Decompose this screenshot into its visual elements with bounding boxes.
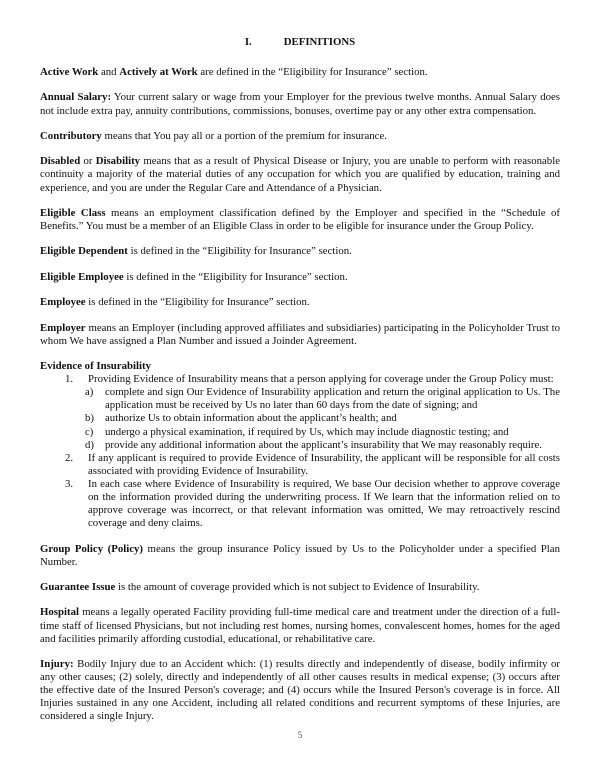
text-run: is the amount of coverage provided which is not subject to Evidence of Insurability. xyxy=(115,581,480,594)
defined-term: Evidence of Insurability xyxy=(40,360,151,373)
list-item-text xyxy=(105,439,560,452)
defined-term: Guarantee Issue xyxy=(40,581,116,594)
list-item-text xyxy=(88,452,560,478)
definition-paragraph xyxy=(40,543,560,569)
definition-paragraph xyxy=(40,606,560,645)
defined-term: Active Work xyxy=(40,66,99,79)
defined-term: Employee xyxy=(40,296,86,309)
defined-term: Annual Salary: xyxy=(40,91,112,104)
definition-paragraph xyxy=(40,581,560,594)
defined-term: Disability xyxy=(95,155,141,168)
text-run: means a legally operated Facility providing full-time medical care and treatment under the direction of a full-time staff of licensed Physicians, but not including rest homes, nursing homes, convalescent homes, homes for the aged and facilities primarily affording custodial, educational, or rehabilitative care. xyxy=(40,606,560,645)
text-run: means that as a result of Physical Disease or Injury, you are unable to perform with reasonable continuity a majority of the material duties of any occupation for which you are qualified by education, training and experience, and you are under the Regular Care and Attendance of a Physician. xyxy=(40,155,560,194)
text-run: are defined in the “Eligibility for Insurance” section. xyxy=(197,66,428,79)
list-marker: 1. xyxy=(65,373,74,386)
list-marker: 2. xyxy=(65,451,74,464)
text-run: provide any additional information about the applicant’s insurability that We may reasonably require. xyxy=(105,438,542,451)
text-run: and xyxy=(98,66,120,79)
definition-paragraph xyxy=(40,658,560,723)
section-title-text: DEFINITIONS xyxy=(283,36,356,48)
text-run: is defined in the “Eligibility for Insurance” section. xyxy=(127,245,352,258)
definition-paragraph xyxy=(40,271,560,284)
text-run: is defined in the “Eligibility for Insurance” section. xyxy=(123,270,348,283)
defined-term: Eligible Dependent xyxy=(40,245,128,258)
defined-term: Employer xyxy=(40,321,86,334)
text-run: Providing Evidence of Insurability means that a person applying for coverage under the Group Policy must: xyxy=(88,373,554,386)
list-marker: 3. xyxy=(65,477,74,490)
lettered-list-item xyxy=(40,386,560,412)
defined-term: Contributory xyxy=(40,129,102,142)
list-marker: c) xyxy=(85,425,94,438)
text-run: If any applicant is required to provide Evidence of Insurability, the applicant will be responsible for all costs associated with providing Evidence of Insurability. xyxy=(88,451,560,477)
text-run: means an Employer (including approved affiliates and subsidiaries) participating in the Policyholder Trust to whom We have assigned a Plan Number and issued a Joinder Agreement. xyxy=(40,321,560,347)
defined-term: Group Policy (Policy) xyxy=(40,542,144,555)
text-run: In each case where Evidence of Insurability is required, We base Our decision whether to approve coverage on the information provided during the underwriting process. If We learn that the information relied on to approve coverage was incorrect, or that relevant information was omitted, We may retroactively rescind coverage and deny claims. xyxy=(88,477,560,530)
numbered-list-item xyxy=(40,373,560,386)
definition-paragraph xyxy=(40,207,560,233)
text-run: Your current salary or wage from your Employer for the previous twelve months. Annual Salary does not include extra pay, annuity contributions, commissions, bonuses, overtime pay or any other extra compensation. xyxy=(40,91,560,117)
defined-term: Hospital xyxy=(40,606,79,619)
text-run: undergo a physical examination, if required by Us, which may include diagnostic testing; and xyxy=(105,425,509,438)
defined-term: Disabled xyxy=(40,155,81,168)
text-run: means the group insurance Policy issued by Us to the Policyholder under a specified Plan Number. xyxy=(40,542,560,568)
text-run: means an employment classification defined by the Employer and specified in the “Schedule of Benefits.” You must be a member of an Eligible Class in order to be eligible for insurance under the Group Policy. xyxy=(40,206,560,233)
defined-term: Actively at Work xyxy=(119,66,198,79)
document-body xyxy=(40,66,560,723)
definition-paragraph xyxy=(40,296,560,309)
list-marker: b) xyxy=(85,412,94,425)
defined-term: Injury: xyxy=(40,658,74,671)
definition-paragraph xyxy=(40,66,560,79)
text-run: or xyxy=(80,155,96,168)
lettered-list-item xyxy=(40,426,560,439)
definitions-subheading xyxy=(40,360,560,373)
list-marker: d) xyxy=(85,438,94,451)
defined-term: Eligible Employee xyxy=(40,270,124,283)
definition-paragraph xyxy=(40,130,560,143)
list-item-text xyxy=(105,412,560,425)
page-title xyxy=(40,36,560,49)
list-item-text xyxy=(88,478,560,530)
numbered-list-item xyxy=(40,478,560,530)
text-run: complete and sign Our Evidence of Insurability application and return the original application to Us. The application must be received by Us no later than 60 days from the date of signing; and xyxy=(105,386,560,412)
text-run: authorize Us to obtain information about the applicant’s health; and xyxy=(105,412,397,425)
definition-paragraph xyxy=(40,245,560,258)
list-item-text xyxy=(88,373,560,386)
list-item-text xyxy=(105,426,560,439)
numbered-list-item xyxy=(40,452,560,478)
text-run: Bodily Injury due to an Accident which: (1) results directly and independently of disease, bodily infirmity or any other causes; (2) solely, directly and independently of all other causes results in medical expense; (3) occurs after the effective date of the Insured Person's coverage; and (4) occurs while the Insured Person's coverage is in force. All Injuries sustained in any one Accident, including all related conditions and recurrent symptoms of these Injuries, are considered a single Injury. xyxy=(40,658,560,723)
text-run: means that You pay all or a portion of the premium for insurance. xyxy=(101,129,387,142)
definition-paragraph xyxy=(40,91,560,117)
list-marker: a) xyxy=(85,386,94,399)
page-number: 5 xyxy=(297,730,303,741)
section-number: I. xyxy=(244,36,252,48)
text-run: is defined in the “Eligibility for Insurance” section. xyxy=(85,296,310,309)
lettered-list-item xyxy=(40,412,560,425)
defined-term: Eligible Class xyxy=(40,206,106,219)
lettered-list-item xyxy=(40,439,560,452)
definition-paragraph xyxy=(40,322,560,348)
definition-paragraph xyxy=(40,155,560,194)
list-item-text xyxy=(105,386,560,412)
